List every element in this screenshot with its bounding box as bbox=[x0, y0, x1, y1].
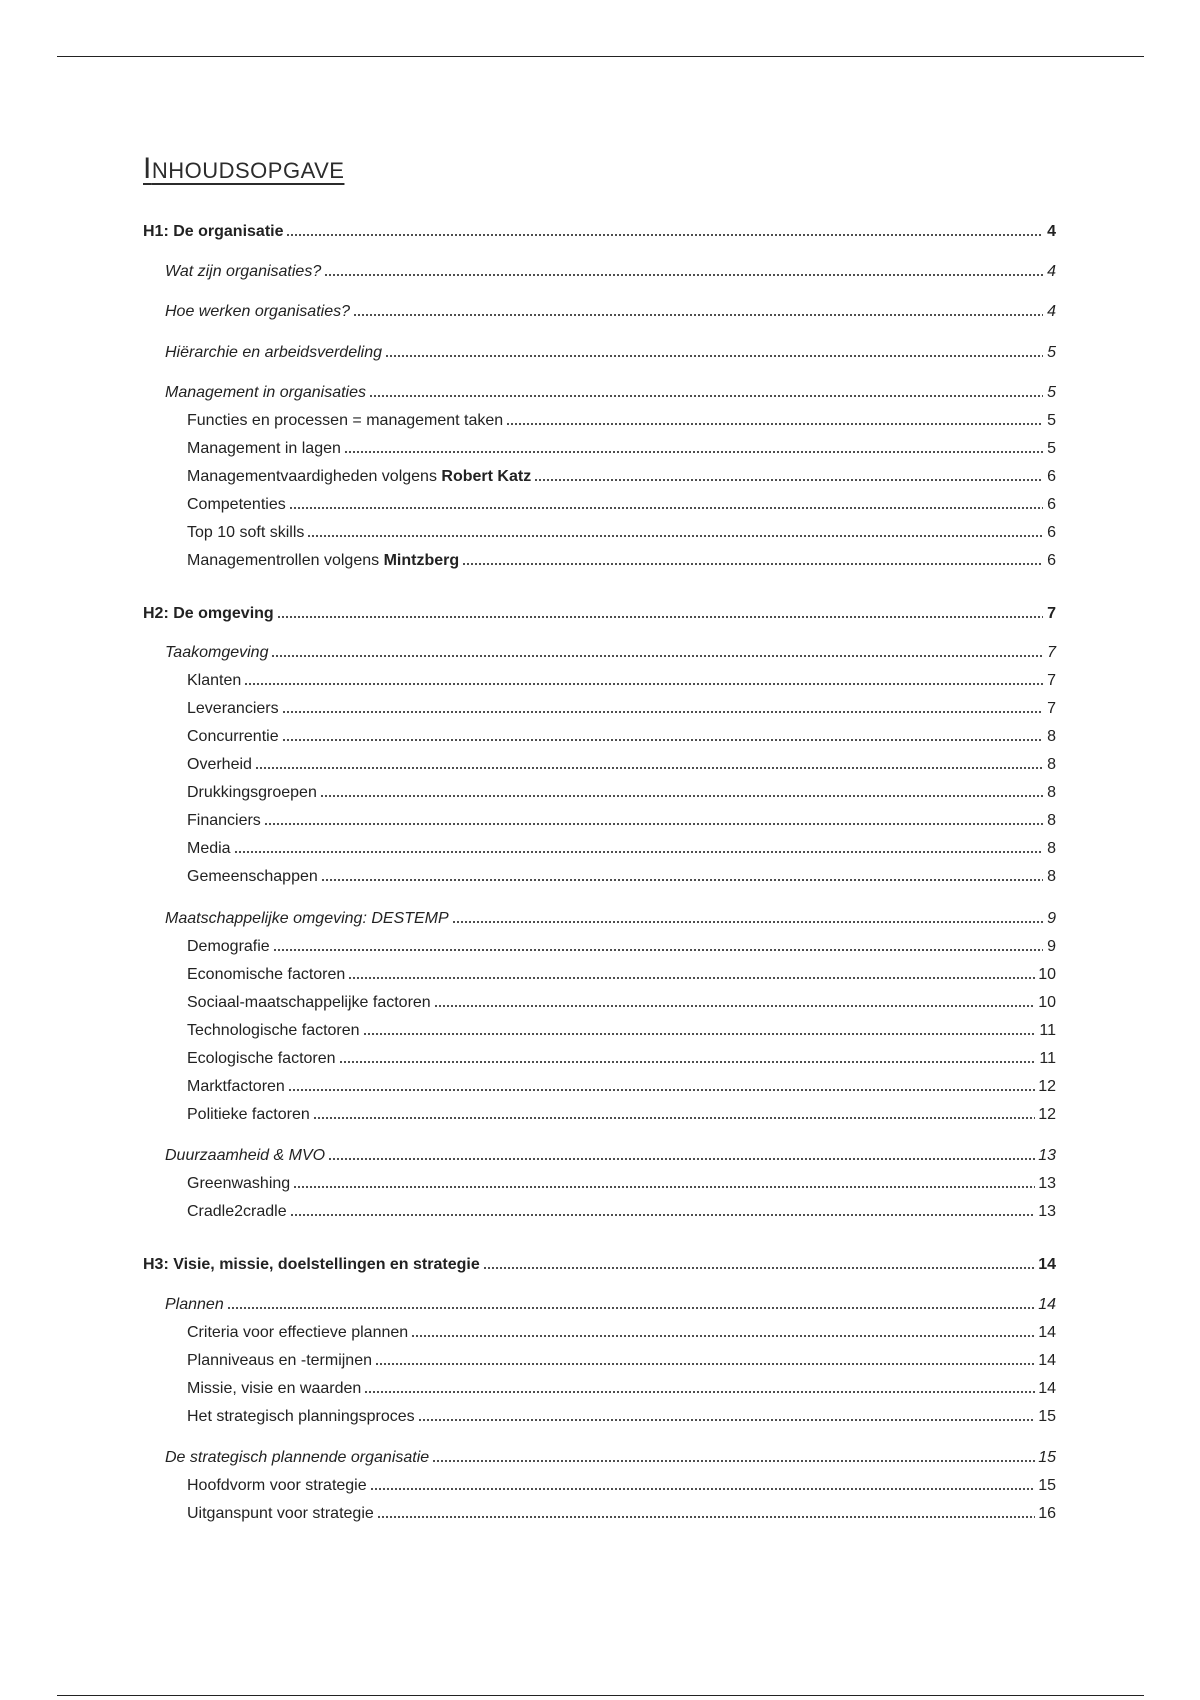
dot-leader bbox=[307, 534, 1043, 538]
toc-entry[interactable] bbox=[187, 551, 1056, 571]
toc-entry[interactable] bbox=[165, 343, 1056, 363]
toc-entry-label: Management in lagen bbox=[187, 440, 341, 457]
toc-entry-label: Managementvaardigheden volgens Robert Katz bbox=[187, 468, 532, 485]
toc-entry[interactable] bbox=[187, 411, 1056, 431]
toc-page-number: 4 bbox=[1047, 263, 1056, 280]
toc-entry[interactable] bbox=[187, 699, 1056, 719]
toc-page-number: 13 bbox=[1038, 1147, 1056, 1164]
toc-entry-label: Politieke factoren bbox=[187, 1106, 310, 1123]
header-rule bbox=[57, 56, 1144, 57]
dot-leader bbox=[255, 766, 1043, 770]
toc-entry[interactable] bbox=[187, 1077, 1056, 1097]
toc-entry-label: Leveranciers bbox=[187, 700, 279, 717]
toc-entry-label: Duurzaamheid & MVO bbox=[165, 1147, 326, 1164]
dot-leader bbox=[434, 1004, 1036, 1008]
dot-leader bbox=[339, 1060, 1037, 1064]
toc-entry[interactable] bbox=[187, 1407, 1056, 1427]
toc-page-number: 5 bbox=[1047, 440, 1056, 457]
toc-entry[interactable] bbox=[165, 302, 1056, 322]
dot-leader bbox=[324, 273, 1043, 277]
toc-page-number: 13 bbox=[1038, 1175, 1056, 1192]
toc-entry[interactable] bbox=[187, 783, 1056, 803]
dot-leader bbox=[370, 1487, 1036, 1491]
toc-page-number: 12 bbox=[1038, 1078, 1056, 1095]
dot-leader bbox=[293, 1185, 1035, 1189]
toc-entry-emphasis: Robert Katz bbox=[441, 468, 532, 485]
toc-entry-label: Plannen bbox=[165, 1296, 224, 1313]
toc-entry[interactable] bbox=[187, 1105, 1056, 1125]
toc-entry-label: Financiers bbox=[187, 812, 261, 829]
toc-page-number: 14 bbox=[1038, 1296, 1056, 1313]
toc-entry[interactable] bbox=[187, 523, 1056, 543]
dot-leader bbox=[288, 1088, 1035, 1092]
toc-entry[interactable] bbox=[187, 1504, 1056, 1524]
toc-entry-label: Het strategisch planningsproces bbox=[187, 1408, 415, 1425]
toc-entry[interactable] bbox=[187, 811, 1056, 831]
toc-page-number: 11 bbox=[1039, 1050, 1056, 1067]
toc-page-number: 4 bbox=[1047, 223, 1056, 240]
toc-entry-label: Planniveaus en -termijnen bbox=[187, 1352, 372, 1369]
toc-entry-label: Cradle2cradle bbox=[187, 1203, 287, 1220]
toc-page-number: 8 bbox=[1047, 812, 1056, 829]
toc-entry-label: H3: Visie, missie, doelstellingen en strategie bbox=[143, 1256, 480, 1273]
toc-entry[interactable] bbox=[187, 1323, 1056, 1343]
toc-page-number: 4 bbox=[1047, 303, 1056, 320]
dot-leader bbox=[286, 233, 1043, 237]
toc-entry-label: Demografie bbox=[187, 938, 270, 955]
toc-page-number: 9 bbox=[1047, 938, 1056, 955]
page-title bbox=[143, 152, 344, 186]
toc-entry[interactable] bbox=[187, 1351, 1056, 1371]
dot-leader bbox=[234, 850, 1043, 854]
toc-page-number: 9 bbox=[1047, 910, 1056, 927]
toc-entry[interactable] bbox=[187, 727, 1056, 747]
dot-leader bbox=[369, 394, 1043, 398]
toc-entry[interactable] bbox=[187, 1174, 1056, 1194]
dot-leader bbox=[385, 354, 1043, 358]
toc-page-number: 8 bbox=[1047, 840, 1056, 857]
dot-leader bbox=[282, 738, 1043, 742]
toc-entry-label: Uitganspunt voor strategie bbox=[187, 1505, 374, 1522]
toc-page-number: 5 bbox=[1047, 412, 1056, 429]
toc-entry-label: Top 10 soft skills bbox=[187, 524, 305, 541]
toc-entry[interactable] bbox=[143, 1255, 1056, 1275]
toc-page-number: 7 bbox=[1047, 644, 1056, 661]
toc-entry[interactable] bbox=[165, 262, 1056, 282]
toc-entry-label: Marktfactoren bbox=[187, 1078, 285, 1095]
toc-entry[interactable] bbox=[187, 467, 1056, 487]
toc-entry-label: Wat zijn organisaties? bbox=[165, 263, 322, 280]
toc-entry[interactable] bbox=[165, 383, 1056, 403]
toc-page-number: 8 bbox=[1047, 868, 1056, 885]
title-initial: I bbox=[143, 152, 152, 185]
toc-entry-label: Hiërarchie en arbeidsverdeling bbox=[165, 344, 383, 361]
toc-entry[interactable] bbox=[165, 1146, 1056, 1166]
dot-leader bbox=[432, 1459, 1035, 1463]
toc-page-number: 10 bbox=[1038, 966, 1056, 983]
toc-entry[interactable] bbox=[187, 1476, 1056, 1496]
dot-leader bbox=[290, 1213, 1036, 1217]
dot-leader bbox=[289, 506, 1043, 510]
toc-entry-label: Managementrollen volgens Mintzberg bbox=[187, 552, 460, 569]
toc-entry-label: Sociaal-maatschappelijke factoren bbox=[187, 994, 431, 1011]
toc-entry-label: Hoe werken organisaties? bbox=[165, 303, 350, 320]
toc-entry-label: Maatschappelijke omgeving: DESTEMP bbox=[165, 910, 449, 927]
toc-entry-label: Functies en processen = management taken bbox=[187, 412, 504, 429]
toc-entry-label: Klanten bbox=[187, 672, 242, 689]
toc-page-number: 7 bbox=[1047, 700, 1056, 717]
toc-entry-label: Criteria voor effectieve plannen bbox=[187, 1324, 409, 1341]
toc-entry[interactable] bbox=[187, 965, 1056, 985]
dot-leader bbox=[353, 313, 1043, 317]
toc-page-number: 6 bbox=[1047, 468, 1056, 485]
toc-page-number: 5 bbox=[1047, 384, 1056, 401]
toc-entry-emphasis: Mintzberg bbox=[383, 552, 460, 569]
toc-entry[interactable] bbox=[187, 1379, 1056, 1399]
toc-entry-label: Media bbox=[187, 840, 231, 857]
toc-page-number: 13 bbox=[1038, 1203, 1056, 1220]
dot-leader bbox=[364, 1390, 1035, 1394]
toc-entry[interactable] bbox=[165, 1295, 1056, 1315]
toc-page-number: 15 bbox=[1038, 1408, 1056, 1425]
dot-leader bbox=[375, 1362, 1035, 1366]
dot-leader bbox=[534, 478, 1043, 482]
toc-entry-label: Greenwashing bbox=[187, 1175, 291, 1192]
dot-leader bbox=[244, 682, 1043, 686]
dot-leader bbox=[264, 822, 1043, 826]
toc-entry[interactable] bbox=[143, 222, 1056, 242]
toc-page-number: 6 bbox=[1047, 552, 1056, 569]
toc-entry[interactable] bbox=[187, 993, 1056, 1013]
dot-leader bbox=[462, 562, 1043, 566]
toc-page-number: 11 bbox=[1039, 1022, 1056, 1039]
toc-entry[interactable] bbox=[187, 439, 1056, 459]
dot-leader bbox=[377, 1515, 1035, 1519]
toc-entry-label: Ecologische factoren bbox=[187, 1050, 336, 1067]
dot-leader bbox=[363, 1032, 1037, 1036]
toc-entry[interactable] bbox=[187, 937, 1056, 957]
toc-entry-label: Drukkingsgroepen bbox=[187, 784, 317, 801]
toc-entry-label: Taakomgeving bbox=[165, 644, 269, 661]
toc-page-number: 14 bbox=[1038, 1380, 1056, 1397]
toc-page-number: 16 bbox=[1038, 1505, 1056, 1522]
toc-entry-label: H2: De omgeving bbox=[143, 605, 274, 622]
dot-leader bbox=[328, 1157, 1035, 1161]
dot-leader bbox=[273, 948, 1043, 952]
dot-leader bbox=[418, 1418, 1036, 1422]
toc-entry-label: Economische factoren bbox=[187, 966, 346, 983]
toc-page-number: 12 bbox=[1038, 1106, 1056, 1123]
toc-entry[interactable] bbox=[187, 839, 1056, 859]
toc-entry[interactable] bbox=[187, 1049, 1056, 1069]
toc-entry-label: Competenties bbox=[187, 496, 286, 513]
footer-rule bbox=[57, 1695, 1144, 1696]
toc-entry[interactable] bbox=[165, 1448, 1056, 1468]
toc-entry-label: Missie, visie en waarden bbox=[187, 1380, 362, 1397]
toc-page-number: 8 bbox=[1047, 756, 1056, 773]
dot-leader bbox=[411, 1334, 1035, 1338]
toc-page-number: 14 bbox=[1038, 1352, 1056, 1369]
toc-entry-label: De strategisch plannende organisatie bbox=[165, 1449, 430, 1466]
dot-leader bbox=[344, 450, 1043, 454]
toc-page-number: 5 bbox=[1047, 344, 1056, 361]
toc-page-number: 8 bbox=[1047, 728, 1056, 745]
toc-page-number: 7 bbox=[1047, 605, 1056, 622]
toc-entry[interactable] bbox=[187, 671, 1056, 691]
toc-page-number: 7 bbox=[1047, 672, 1056, 689]
toc-page-number: 14 bbox=[1038, 1256, 1056, 1273]
dot-leader bbox=[227, 1306, 1035, 1310]
toc-entry[interactable] bbox=[143, 604, 1056, 624]
toc-entry-label: Technologische factoren bbox=[187, 1022, 360, 1039]
dot-leader bbox=[277, 615, 1043, 619]
dot-leader bbox=[320, 794, 1043, 798]
dot-leader bbox=[452, 920, 1043, 924]
toc-page-number: 10 bbox=[1038, 994, 1056, 1011]
toc-entry[interactable] bbox=[187, 1202, 1056, 1222]
dot-leader bbox=[506, 422, 1043, 426]
dot-leader bbox=[271, 654, 1043, 658]
dot-leader bbox=[282, 710, 1043, 714]
toc-entry-label: Gemeenschappen bbox=[187, 868, 318, 885]
toc-entry-label: Overheid bbox=[187, 756, 252, 773]
toc-entry[interactable] bbox=[165, 909, 1056, 929]
dot-leader bbox=[483, 1266, 1035, 1270]
toc-entry-label: Management in organisaties bbox=[165, 384, 367, 401]
toc-entry[interactable] bbox=[187, 1021, 1056, 1041]
toc-page-number: 6 bbox=[1047, 524, 1056, 541]
dot-leader bbox=[313, 1116, 1035, 1120]
toc-page-number: 15 bbox=[1038, 1449, 1056, 1466]
dot-leader bbox=[348, 976, 1035, 980]
toc-page-number: 15 bbox=[1038, 1477, 1056, 1494]
title-rest: NHOUDSOPGAVE bbox=[151, 158, 345, 183]
toc-page-number: 8 bbox=[1047, 784, 1056, 801]
toc-page-number: 14 bbox=[1038, 1324, 1056, 1341]
toc-entry[interactable] bbox=[187, 755, 1056, 775]
toc-entry-label: H1: De organisatie bbox=[143, 223, 284, 240]
toc-page-number: 6 bbox=[1047, 496, 1056, 513]
toc-entry-label: Concurrentie bbox=[187, 728, 279, 745]
toc-entry[interactable] bbox=[165, 643, 1056, 663]
toc-entry-label: Hoofdvorm voor strategie bbox=[187, 1477, 367, 1494]
dot-leader bbox=[321, 878, 1043, 882]
toc-entry[interactable] bbox=[187, 867, 1056, 887]
toc-entry[interactable] bbox=[187, 495, 1056, 515]
